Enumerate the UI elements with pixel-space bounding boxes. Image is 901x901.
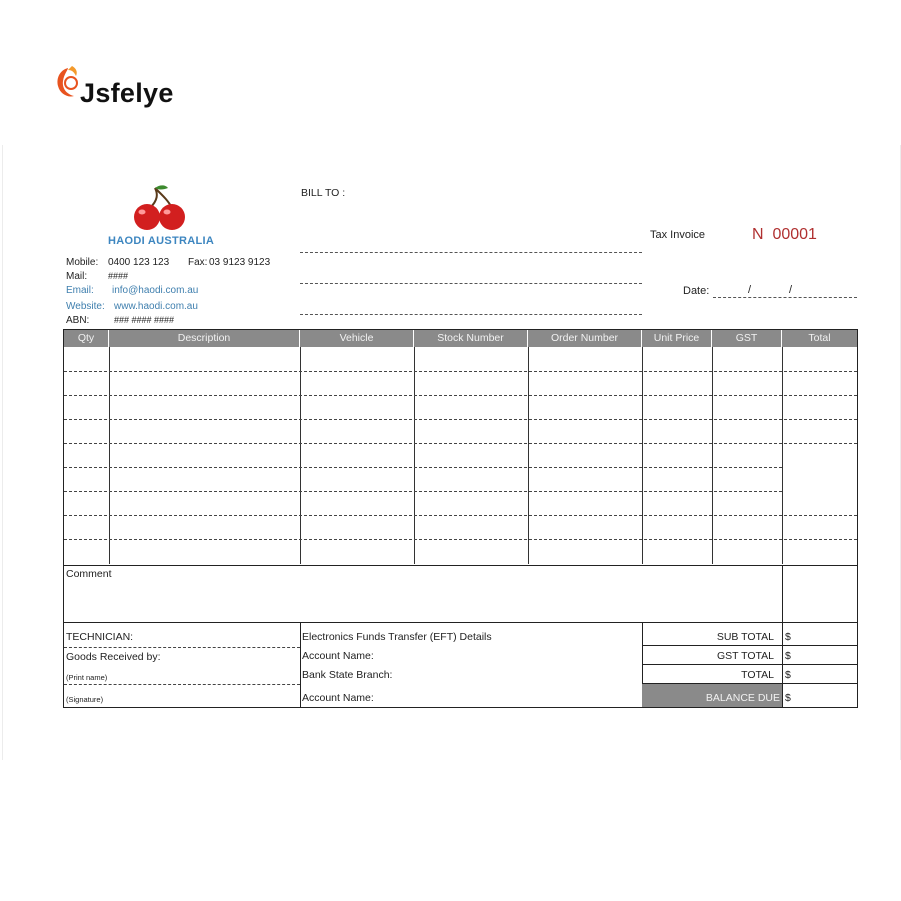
- technician-line[interactable]: [64, 647, 300, 648]
- email-label: Email:: [66, 285, 94, 296]
- row-divider: [64, 515, 857, 516]
- column-divider: [109, 347, 110, 564]
- account-name-label-1: Account Name:: [302, 650, 374, 662]
- totals-divider: [783, 664, 858, 665]
- fax-label: Fax:: [188, 257, 208, 268]
- goods-received-label: Goods Received by:: [66, 651, 161, 663]
- items-table: [63, 329, 858, 566]
- totals-labels: [642, 623, 782, 707]
- header-unit-price: Unit Price: [642, 330, 712, 347]
- row-divider: [64, 491, 782, 492]
- date-separator-1: /: [748, 284, 752, 296]
- row-divider: [64, 371, 857, 372]
- mail-value: ####: [108, 271, 129, 281]
- header-total: Total: [782, 330, 857, 347]
- mail-label: Mail:: [66, 271, 88, 282]
- gst-total-value[interactable]: $: [785, 650, 791, 662]
- account-name-label-2: Account Name:: [302, 692, 374, 704]
- balance-due-value[interactable]: $: [785, 692, 791, 704]
- cherry-logo-icon: [128, 182, 190, 234]
- header-qty: Qty: [64, 330, 109, 347]
- bill-to-line-1[interactable]: [300, 252, 642, 253]
- totals-divider: [783, 683, 858, 684]
- date-input-line[interactable]: [713, 297, 857, 298]
- bill-to-line-2[interactable]: [300, 283, 642, 284]
- row-divider: [64, 419, 857, 420]
- website-value: www.haodi.com.au: [114, 301, 198, 312]
- footer-section: [63, 622, 858, 708]
- comment-label: Comment: [66, 568, 112, 580]
- bill-to-line-3[interactable]: [300, 314, 642, 315]
- brand-name: Jsfelye: [80, 78, 174, 108]
- abn-label: ABN:: [66, 315, 90, 326]
- totals-divider: [642, 664, 782, 665]
- column-divider: [300, 347, 301, 564]
- balance-due-label: BALANCE DUE: [705, 692, 780, 704]
- date-label: Date:: [683, 285, 710, 297]
- header-description: Description: [109, 330, 300, 347]
- eft-details-label: Electronics Funds Transfer (EFT) Details: [302, 631, 492, 643]
- date-separator-2: /: [789, 284, 793, 296]
- row-divider: [64, 539, 857, 540]
- total-value[interactable]: $: [785, 669, 791, 681]
- column-divider: [528, 347, 529, 564]
- column-divider: [712, 347, 713, 564]
- sub-total-value[interactable]: $: [785, 631, 791, 643]
- comment-divider: [782, 566, 783, 622]
- row-divider: [64, 395, 857, 396]
- tax-invoice-label: Tax Invoice: [650, 229, 706, 241]
- invoice-number: N 00001: [752, 226, 817, 243]
- gst-total-label: GST TOTAL: [717, 650, 774, 662]
- column-divider: [414, 347, 415, 564]
- comment-box[interactable]: [63, 565, 858, 623]
- totals-divider: [783, 645, 858, 646]
- total-label: TOTAL: [741, 669, 774, 681]
- row-divider: [64, 443, 857, 444]
- company-name: HAODI AUSTRALIA: [108, 235, 215, 247]
- bank-state-branch-label: Bank State Branch:: [302, 669, 393, 681]
- print-name-label: (Print name): [66, 673, 108, 682]
- email-value: info@haodi.com.au: [112, 285, 199, 296]
- column-divider: [642, 347, 643, 564]
- row-divider: [64, 467, 782, 468]
- column-divider: [782, 347, 783, 564]
- technician-label: TECHNICIAN:: [66, 631, 134, 643]
- website-label: Website:: [66, 301, 105, 312]
- totals-divider: [642, 645, 782, 646]
- bill-to-label: BILL TO :: [301, 187, 346, 199]
- mobile-label: Mobile:: [66, 257, 99, 268]
- header-gst: GST: [712, 330, 782, 347]
- fax-value: 03 9123 9123: [209, 257, 271, 268]
- header-vehicle: Vehicle: [300, 330, 414, 347]
- sub-total-label: SUB TOTAL: [716, 631, 774, 643]
- abn-value: ### #### ####: [114, 315, 175, 325]
- mobile-value: 0400 123 123: [108, 257, 170, 268]
- footer-divider: [300, 623, 301, 707]
- print-name-line[interactable]: [64, 684, 300, 685]
- totals-values: [783, 623, 858, 707]
- header-order-number: Order Number: [528, 330, 642, 347]
- header-stock-number: Stock Number: [414, 330, 528, 347]
- signature-label: (Signature): [66, 695, 104, 704]
